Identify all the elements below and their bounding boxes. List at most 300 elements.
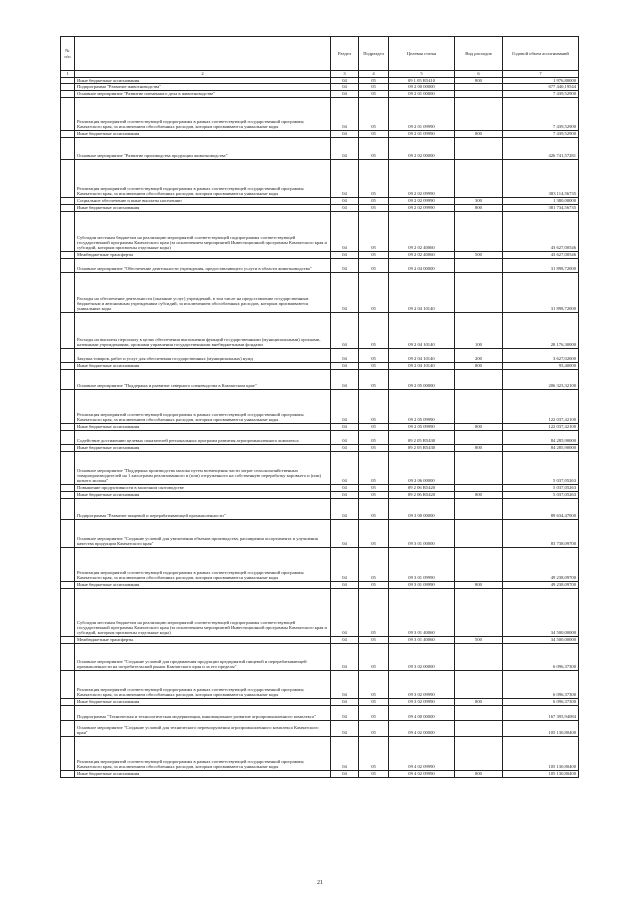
subsection-cell: 05 (359, 430, 389, 444)
expense-type-cell (455, 705, 503, 720)
target-article-cell: 09 2 05 09990 (389, 389, 455, 423)
subsection-cell: 05 (359, 204, 389, 211)
subsection-cell: 05 (359, 97, 389, 130)
amount-cell: 34 500,00000 (503, 636, 579, 643)
subsection-cell: 05 (359, 130, 389, 137)
row-number-cell (61, 588, 75, 636)
table-row (61, 204, 579, 211)
column-number: 7 (503, 71, 579, 78)
item-name-cell: Иные бюджетные ассигнования (75, 770, 331, 777)
expense-type-cell (455, 272, 503, 312)
row-number-cell (61, 444, 75, 451)
amount-cell: 43 627,00546 (503, 211, 579, 251)
column-number-row (61, 71, 579, 78)
expense-type-cell: 800 (455, 491, 503, 498)
row-number-cell (61, 137, 75, 159)
table-row (61, 491, 579, 498)
amount-cell: 7 439,52900 (503, 130, 579, 137)
header-target-article: Целевая статья (389, 37, 455, 71)
column-number: 3 (331, 71, 359, 78)
expense-type-cell (455, 547, 503, 581)
section-cell: 04 (331, 588, 359, 636)
item-name-cell: Межбюджетные трансферты (75, 636, 331, 643)
subsection-cell: 05 (359, 720, 389, 736)
subsection-cell: 05 (359, 498, 389, 519)
section-cell: 04 (331, 547, 359, 581)
amount-cell: 84 285,90000 (503, 430, 579, 444)
row-number-cell (61, 204, 75, 211)
subsection-cell: 05 (359, 519, 389, 547)
section-cell: 04 (331, 348, 359, 362)
section-cell: 04 (331, 423, 359, 430)
section-cell: 04 (331, 720, 359, 736)
row-number-cell (61, 519, 75, 547)
expense-type-cell (455, 670, 503, 698)
subsection-cell: 05 (359, 698, 389, 705)
target-article-cell: 09 3 02 00000 (389, 643, 455, 670)
table-header (61, 37, 579, 78)
expense-type-cell: 800 (455, 581, 503, 588)
item-name-cell: Подпрограмма "Развитие животноводства" (75, 84, 331, 90)
column-number: 6 (455, 71, 503, 78)
section-cell: 04 (331, 211, 359, 251)
section-cell: 04 (331, 519, 359, 547)
expense-type-cell (455, 137, 503, 159)
row-number-cell (61, 130, 75, 137)
subsection-cell: 05 (359, 636, 389, 643)
row-number-cell (61, 90, 75, 97)
table-row (61, 130, 579, 137)
item-name-cell: Иные бюджетные ассигнования (75, 204, 331, 211)
table-row (61, 389, 579, 423)
row-number-cell (61, 362, 75, 369)
budget-table (60, 36, 579, 778)
table-row (61, 444, 579, 451)
subsection-cell: 05 (359, 484, 389, 491)
target-article-cell: 09 2 05 00000 (389, 369, 455, 389)
section-cell: 04 (331, 197, 359, 204)
row-number-cell (61, 211, 75, 251)
section-cell: 04 (331, 272, 359, 312)
amount-cell: 383 114,56735 (503, 159, 579, 197)
amount-cell: 105 130,80400 (503, 736, 579, 770)
section-cell: 04 (331, 159, 359, 197)
subsection-cell: 05 (359, 84, 389, 90)
target-article-cell: 09 2 05 R5430 (389, 430, 455, 444)
subsection-cell: 05 (359, 272, 389, 312)
amount-cell: 49 238,09700 (503, 547, 579, 581)
subsection-cell: 05 (359, 258, 389, 272)
target-article-cell: 09 3 01 09990 (389, 581, 455, 588)
item-name-cell: Реализация мероприятий соответствующей подпрограммы в рамках соответствующей государственной программы Камчатского края, за исключением обособленных расходов, которым присваиваются уникальные коды (75, 97, 331, 130)
amount-cell: 3 627,02000 (503, 348, 579, 362)
item-name-cell: Межбюджетные трансферты (75, 251, 331, 258)
column-number: 5 (389, 71, 455, 78)
section-cell: 04 (331, 78, 359, 84)
amount-cell: 122 037,42100 (503, 389, 579, 423)
target-article-cell: 09 2 02 09990 (389, 197, 455, 204)
target-article-cell: 09 2 04 00000 (389, 258, 455, 272)
subsection-cell: 05 (359, 389, 389, 423)
target-article-cell: 09 2 01 09990 (389, 130, 455, 137)
row-number-cell (61, 547, 75, 581)
row-number-cell (61, 770, 75, 777)
row-number-cell (61, 251, 75, 258)
expense-type-cell (455, 519, 503, 547)
subsection-cell: 05 (359, 705, 389, 720)
expense-type-cell: 800 (455, 78, 503, 84)
target-article-cell: 09 2 06 R5420 (389, 484, 455, 491)
target-article-cell: 09 4 00 00000 (389, 705, 455, 720)
row-number-cell (61, 389, 75, 423)
item-name-cell: Основное мероприятие "Развитие производства продукции животноводства" (75, 137, 331, 159)
section-cell: 04 (331, 137, 359, 159)
target-article-cell: 09 1 05 R5410 (389, 78, 455, 84)
table-row (61, 369, 579, 389)
row-number-cell (61, 423, 75, 430)
section-cell: 04 (331, 430, 359, 444)
row-number-cell (61, 643, 75, 670)
amount-cell: 6 096,37300 (503, 643, 579, 670)
amount-cell: 677 440,19544 (503, 84, 579, 90)
amount-cell: 381 734,56735 (503, 204, 579, 211)
table-row (61, 643, 579, 670)
target-article-cell: 09 3 02 09990 (389, 698, 455, 705)
target-article-cell: 09 2 02 40060 (389, 251, 455, 258)
table-row (61, 484, 579, 491)
amount-cell: 122 037,42100 (503, 423, 579, 430)
section-cell: 04 (331, 204, 359, 211)
section-cell: 04 (331, 369, 359, 389)
expense-type-cell (455, 643, 503, 670)
item-name-cell: Расходы на обеспечение деятельности (оказание услуг) учреждений, в том числе на предоставление государственным бюджетным и автономным учреждениям субсидий, за исключением обособленных расходов, которым присваиваются уникальные коды (75, 272, 331, 312)
table-row (61, 519, 579, 547)
row-number-cell (61, 369, 75, 389)
item-name-cell: Подпрограмма "Развитие пищевой и перерабатывающей промышленности" (75, 498, 331, 519)
table-row (61, 636, 579, 643)
target-article-cell: 09 3 00 00000 (389, 498, 455, 519)
expense-type-cell (455, 97, 503, 130)
header-section: Раздел (331, 37, 359, 71)
target-article-cell: 09 2 00 00000 (389, 84, 455, 90)
row-number-cell (61, 484, 75, 491)
subsection-cell: 05 (359, 362, 389, 369)
target-article-cell: 09 2 05 09990 (389, 423, 455, 430)
table-row (61, 251, 579, 258)
table-row (61, 362, 579, 369)
section-cell: 04 (331, 484, 359, 491)
item-name-cell: Субсидии местным бюджетам на реализацию мероприятий соответствующей подпрограммы соответствующей государственной программы Камчатского края (за исключением мероприятий Инвестиционной программы Камчатского края и субсидий, которым присвоены отдельные коды) (75, 211, 331, 251)
row-number-cell (61, 720, 75, 736)
expense-type-cell (455, 90, 503, 97)
amount-cell: 95,40000 (503, 362, 579, 369)
expense-type-cell: 800 (455, 423, 503, 430)
expense-type-cell (455, 258, 503, 272)
amount-cell: 5 037,05263 (503, 484, 579, 491)
table-row (61, 770, 579, 777)
target-article-cell: 09 3 01 00000 (389, 519, 455, 547)
section-cell: 04 (331, 643, 359, 670)
subsection-cell: 05 (359, 159, 389, 197)
amount-cell: 1 976,80000 (503, 78, 579, 84)
amount-cell: 89 634,47000 (503, 498, 579, 519)
header-expense-type: Вид расходов (455, 37, 503, 71)
row-number-cell (61, 491, 75, 498)
item-name-cell: Содействие достижению целевых показателей региональных программ развития агропромышленного комплекса (75, 430, 331, 444)
amount-cell: 426 741,57281 (503, 137, 579, 159)
target-article-cell: 09 3 01 09990 (389, 547, 455, 581)
target-article-cell: 09 2 06 R5420 (389, 491, 455, 498)
target-article-cell: 09 4 02 00000 (389, 720, 455, 736)
item-name-cell: Реализация мероприятий соответствующей подпрограммы в рамках соответствующей государственной программы Камчатского края, за исключением обособленных расходов, которым присваиваются уникальные коды (75, 389, 331, 423)
target-article-cell: 09 3 02 09990 (389, 670, 455, 698)
expense-type-cell (455, 369, 503, 389)
subsection-cell: 05 (359, 643, 389, 670)
section-cell: 04 (331, 698, 359, 705)
table-row (61, 698, 579, 705)
item-name-cell: Реализация мероприятий соответствующей подпрограммы в рамках соответствующей государственной программы Камчатского края, за исключением обособленных расходов, которым присваиваются уникальные коды (75, 736, 331, 770)
row-number-cell (61, 430, 75, 444)
item-name-cell: Реализация мероприятий соответствующей подпрограммы в рамках соответствующей государственной программы Камчатского края, за исключением обособленных расходов, которым присваиваются уникальные коды (75, 159, 331, 197)
table-row (61, 258, 579, 272)
item-name-cell: Иные бюджетные ассигнования (75, 78, 331, 84)
subsection-cell: 05 (359, 211, 389, 251)
table-row (61, 197, 579, 204)
subsection-cell: 05 (359, 369, 389, 389)
amount-cell: 7 439,52900 (503, 97, 579, 130)
table-row (61, 451, 579, 484)
target-article-cell: 09 4 02 09990 (389, 736, 455, 770)
amount-cell: 105 130,80400 (503, 770, 579, 777)
table-row (61, 97, 579, 130)
section-cell: 04 (331, 498, 359, 519)
expense-type-cell (455, 736, 503, 770)
expense-type-cell: 800 (455, 444, 503, 451)
subsection-cell: 05 (359, 251, 389, 258)
row-number-cell (61, 581, 75, 588)
expense-type-cell (455, 498, 503, 519)
item-name-cell: Реализация мероприятий соответствующей подпрограммы в рамках соответствующей государственной программы Камчатского края, за исключением обособленных расходов, которым присваиваются уникальные коды (75, 547, 331, 581)
target-article-cell: 09 2 04 10140 (389, 362, 455, 369)
section-cell: 04 (331, 491, 359, 498)
section-cell: 04 (331, 90, 359, 97)
amount-cell: 105 130,80400 (503, 720, 579, 736)
subsection-cell: 05 (359, 736, 389, 770)
table-row (61, 423, 579, 430)
amount-cell: 1 380,00000 (503, 197, 579, 204)
amount-cell: 49 238,09700 (503, 581, 579, 588)
item-name-cell: Иные бюджетные ассигнования (75, 698, 331, 705)
item-name-cell: Иные бюджетные ассигнования (75, 362, 331, 369)
item-name-cell: Расходы на выплаты персоналу в целях обеспечения выполнения функций государственными (муниципальными) органами, казенными учреждениями, органами управления государственными внебюджетными фондами (75, 312, 331, 348)
section-cell: 04 (331, 705, 359, 720)
item-name-cell: Основное мероприятие "Поддержка и развитие северного оленеводства в Камчатском крае" (75, 369, 331, 389)
section-cell: 04 (331, 581, 359, 588)
table-row (61, 581, 579, 588)
expense-type-cell (455, 588, 503, 636)
amount-cell: 5 037,05263 (503, 491, 579, 498)
item-name-cell: Субсидии местным бюджетам на реализацию мероприятий соответствующей подпрограммы соответствующей государственной программы Камчатского края (за исключением мероприятий Инвестиционной программы Камчатского края и субсидий, которым присвоены отдельные коды) (75, 588, 331, 636)
column-number: 2 (75, 71, 331, 78)
expense-type-cell: 800 (455, 362, 503, 369)
section-cell: 04 (331, 84, 359, 90)
expense-type-cell: 800 (455, 130, 503, 137)
section-cell: 04 (331, 444, 359, 451)
target-article-cell: 09 2 02 09990 (389, 204, 455, 211)
expense-type-cell (455, 484, 503, 491)
row-number-cell (61, 97, 75, 130)
row-number-cell (61, 636, 75, 643)
amount-cell: 6 096,37300 (503, 670, 579, 698)
section-cell: 04 (331, 130, 359, 137)
expense-type-cell (455, 720, 503, 736)
row-number-cell (61, 705, 75, 720)
amount-cell: 31 898,72000 (503, 272, 579, 312)
target-article-cell: 09 3 01 40060 (389, 588, 455, 636)
section-cell: 04 (331, 258, 359, 272)
expense-type-cell: 500 (455, 636, 503, 643)
item-name-cell: Основное мероприятие "Создание условий для увеличения объемов производства, расширения ассортимента и улучшения качества продукции Камчатского края" (75, 519, 331, 547)
expense-type-cell: 300 (455, 197, 503, 204)
amount-cell: 34 500,00000 (503, 588, 579, 636)
amount-cell: 7 439,52900 (503, 90, 579, 97)
row-number-cell (61, 312, 75, 348)
target-article-cell: 09 2 01 09990 (389, 97, 455, 130)
subsection-cell: 05 (359, 581, 389, 588)
item-name-cell: Иные бюджетные ассигнования (75, 130, 331, 137)
amount-cell: 31 898,72000 (503, 258, 579, 272)
subsection-cell: 05 (359, 423, 389, 430)
item-name-cell: Основное мероприятие "Поддержка производства молока путем возмещения части затрат сельскохозяйственных товаропроизводителей на 1 килограмм реализованного и (или) отгруженного на собственную переработку коровьего и (или) козьего молока" (75, 451, 331, 484)
table-row (61, 137, 579, 159)
row-number-cell (61, 258, 75, 272)
target-article-cell: 09 2 02 00000 (389, 137, 455, 159)
row-number-cell (61, 736, 75, 770)
table-row (61, 90, 579, 97)
subsection-cell: 05 (359, 670, 389, 698)
table-row (61, 272, 579, 312)
item-name-cell: Основное мероприятие "Развитие племенного дела в животноводстве" (75, 90, 331, 97)
item-name-cell: Иные бюджетные ассигнования (75, 423, 331, 430)
subsection-cell: 05 (359, 78, 389, 84)
row-number-cell (61, 670, 75, 698)
target-article-cell: 09 2 04 10140 (389, 272, 455, 312)
column-number: 4 (359, 71, 389, 78)
expense-type-cell: 100 (455, 312, 503, 348)
amount-cell: 6 096,37300 (503, 698, 579, 705)
row-number-cell (61, 272, 75, 312)
target-article-cell: 09 2 02 09990 (389, 159, 455, 197)
table-row (61, 670, 579, 698)
table-row (61, 547, 579, 581)
table-row (61, 312, 579, 348)
column-number: 1 (61, 71, 75, 78)
expense-type-cell: 800 (455, 770, 503, 777)
section-cell: 04 (331, 636, 359, 643)
table-row (61, 705, 579, 720)
section-cell: 04 (331, 770, 359, 777)
section-cell: 04 (331, 312, 359, 348)
expense-type-cell: 200 (455, 348, 503, 362)
item-name-cell: Иные бюджетные ассигнования (75, 444, 331, 451)
item-name-cell: Основное мероприятие "Обеспечение деятельности учреждения, предоставляющего услуги в области животноводства" (75, 258, 331, 272)
target-article-cell: 09 2 05 R5430 (389, 444, 455, 451)
amount-cell: 167 395,94084 (503, 705, 579, 720)
expense-type-cell: 500 (455, 251, 503, 258)
page-number: 21 (317, 880, 323, 886)
item-name-cell: Подпрограмма "Техническая и технологическая модернизация, инновационное развитие агропромышленного комплекса" (75, 705, 331, 720)
amount-cell: 206 323,32100 (503, 369, 579, 389)
section-cell: 04 (331, 362, 359, 369)
target-article-cell: 09 3 01 40060 (389, 636, 455, 643)
header-number: № п/п (61, 37, 75, 71)
subsection-cell: 05 (359, 451, 389, 484)
amount-cell: 28 176,30000 (503, 312, 579, 348)
section-cell: 04 (331, 251, 359, 258)
expense-type-cell (455, 159, 503, 197)
subsection-cell: 05 (359, 137, 389, 159)
expense-type-cell (455, 430, 503, 444)
table-row (61, 498, 579, 519)
table-row (61, 720, 579, 736)
item-name-cell: Повышение продуктивности в молочном скотоводстве (75, 484, 331, 491)
section-cell: 04 (331, 389, 359, 423)
row-number-cell (61, 498, 75, 519)
amount-cell: 83 738,09700 (503, 519, 579, 547)
row-number-cell (61, 451, 75, 484)
subsection-cell: 05 (359, 312, 389, 348)
item-name-cell: Иные бюджетные ассигнования (75, 581, 331, 588)
section-cell: 04 (331, 451, 359, 484)
header-name (75, 37, 331, 71)
subsection-cell: 05 (359, 348, 389, 362)
table-row (61, 211, 579, 251)
item-name-cell: Социальное обеспечение и иные выплаты населению (75, 197, 331, 204)
table-body (61, 78, 579, 778)
row-number-cell (61, 698, 75, 705)
item-name-cell: Иные бюджетные ассигнования (75, 491, 331, 498)
subsection-cell: 05 (359, 444, 389, 451)
item-name-cell: Основное мероприятие "Создание условий для технического перевооружения агропромышленного комплекса Камчатского края" (75, 720, 331, 736)
header-subsection: Подраздел (359, 37, 389, 71)
expense-type-cell: 800 (455, 698, 503, 705)
target-article-cell: 09 4 02 09990 (389, 770, 455, 777)
table-row (61, 348, 579, 362)
item-name-cell: Реализация мероприятий соответствующей подпрограммы в рамках соответствующей государственной программы Камчатского края, за исключением обособленных расходов, которым присваиваются уникальные коды (75, 670, 331, 698)
target-article-cell: 09 2 02 40060 (389, 211, 455, 251)
subsection-cell: 05 (359, 197, 389, 204)
subsection-cell: 05 (359, 588, 389, 636)
target-article-cell: 09 2 01 00000 (389, 90, 455, 97)
amount-cell: 84 285,90000 (503, 444, 579, 451)
subsection-cell: 05 (359, 547, 389, 581)
subsection-cell: 05 (359, 770, 389, 777)
row-number-cell (61, 197, 75, 204)
target-article-cell: 09 2 06 00000 (389, 451, 455, 484)
table-row (61, 588, 579, 636)
header-annual-amount: Годовой объем ассигнований (503, 37, 579, 71)
row-number-cell (61, 348, 75, 362)
section-cell: 04 (331, 670, 359, 698)
target-article-cell: 09 2 04 10140 (389, 348, 455, 362)
expense-type-cell (455, 211, 503, 251)
item-name-cell: Закупка товаров, работ и услуг для обеспечения государственных (муниципальных) нужд (75, 348, 331, 362)
expense-type-cell: 800 (455, 204, 503, 211)
section-cell: 04 (331, 736, 359, 770)
item-name-cell: Основное мероприятие "Создание условий для продвижения продукции предприятий пищевой и перерабатывающей промышленности на потребительский рынок Камчатского края и за его пределы" (75, 643, 331, 670)
expense-type-cell (455, 451, 503, 484)
target-article-cell: 09 2 04 10140 (389, 312, 455, 348)
